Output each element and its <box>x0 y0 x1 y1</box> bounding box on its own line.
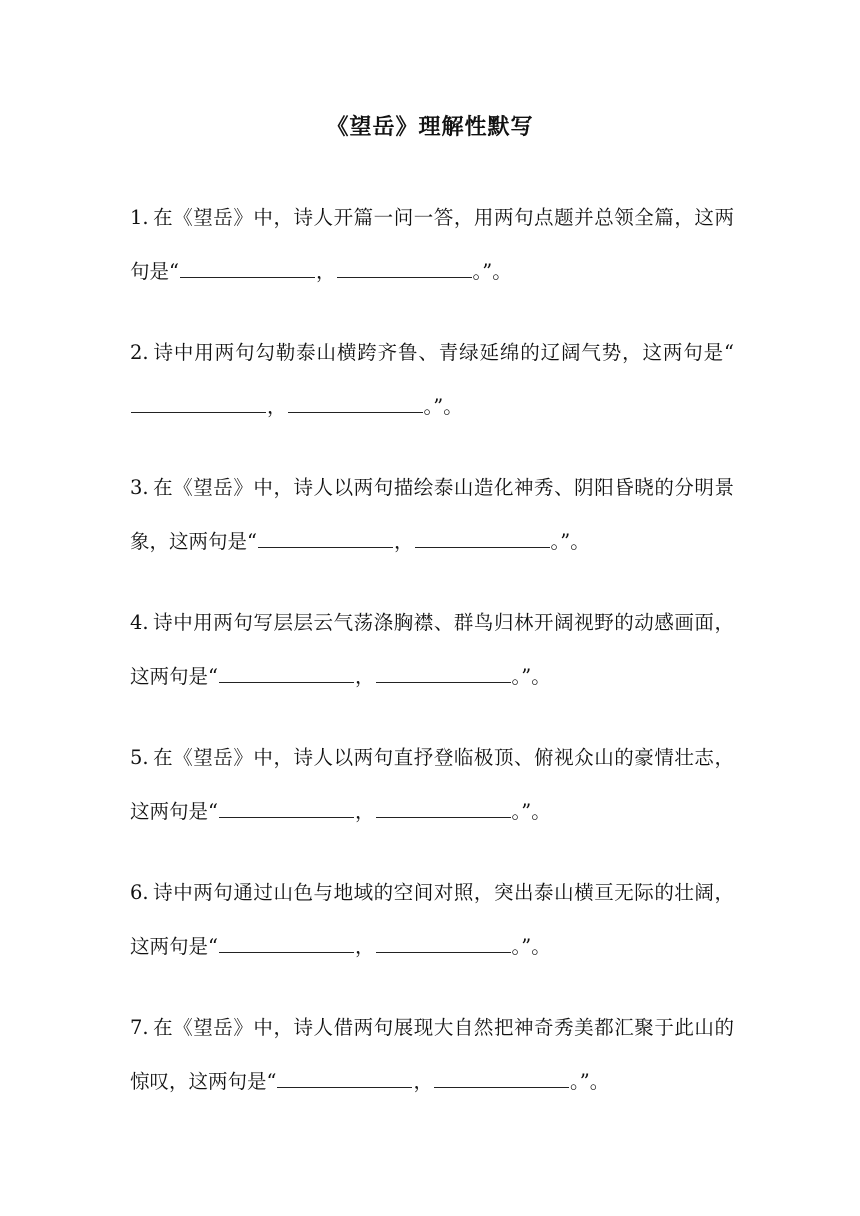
ending: 。”。 <box>511 665 551 688</box>
question-5 <box>130 731 734 839</box>
answer-blank-4a[interactable] <box>219 662 354 683</box>
separator: ， <box>354 800 375 823</box>
ending: 。”。 <box>570 1070 610 1093</box>
answer-blank-7a[interactable] <box>277 1067 412 1088</box>
separator: ， <box>354 935 375 958</box>
answer-blank-6b[interactable] <box>376 932 511 953</box>
question-prompt: 在《望岳》中，诗人以两句描绘泰山造化神秀、阴阳昏晓的分明景象，这两句是“ <box>130 476 734 553</box>
question-number: 7. <box>130 1016 149 1039</box>
answer-blank-5b[interactable] <box>376 797 511 818</box>
separator: ， <box>315 260 336 283</box>
separator: ， <box>393 530 414 553</box>
question-prompt: 诗中两句通过山色与地域的空间对照，突出泰山横亘无际的壮阔，这两句是“ <box>130 881 734 958</box>
question-1 <box>130 191 734 299</box>
question-prompt: 诗中用两句写层层云气荡涤胸襟、群鸟归林开阔视野的动感画面，这两句是“ <box>130 611 734 688</box>
question-number: 1. <box>130 206 149 229</box>
answer-blank-5a[interactable] <box>219 797 354 818</box>
question-prompt: 诗中用两句勾勒泰山横跨齐鲁、青绿延绵的辽阔气势，这两句是“ <box>152 341 734 364</box>
answer-blank-7b[interactable] <box>434 1067 569 1088</box>
question-number: 3. <box>130 476 149 499</box>
question-number: 2. <box>130 341 149 364</box>
question-number: 4. <box>130 611 149 634</box>
answer-blank-6a[interactable] <box>219 932 354 953</box>
ending: 。”。 <box>511 935 551 958</box>
question-4 <box>130 596 734 704</box>
answer-blank-2b[interactable] <box>288 392 423 413</box>
answer-blank-3a[interactable] <box>258 527 393 548</box>
question-7 <box>130 1001 734 1109</box>
ending: 。”。 <box>472 260 512 283</box>
answer-blank-2a[interactable] <box>131 392 266 413</box>
answer-blank-3b[interactable] <box>415 527 550 548</box>
question-prompt: 在《望岳》中，诗人开篇一问一答，用两句点题并总领全篇，这两句是“ <box>130 206 734 283</box>
ending: 。”。 <box>511 800 551 823</box>
separator: ， <box>413 1070 433 1093</box>
question-prompt: 在《望岳》中，诗人以两句直抒登临极顶、俯视众山的豪情壮志，这两句是“ <box>130 746 734 823</box>
question-3 <box>130 461 734 569</box>
separator: ， <box>354 665 375 688</box>
answer-blank-4b[interactable] <box>376 662 511 683</box>
question-prompt: 在《望岳》中，诗人借两句展现大自然把神奇秀美都汇聚于此山的惊叹，这两句是“ <box>130 1016 734 1093</box>
answer-blank-1b[interactable] <box>337 257 472 278</box>
question-6 <box>130 866 734 974</box>
question-number: 6. <box>130 881 149 904</box>
page-title: 《望岳》理解性默写 <box>326 115 534 140</box>
answer-blank-1a[interactable] <box>180 257 315 278</box>
question-2 <box>130 326 734 434</box>
ending: 。”。 <box>423 395 463 418</box>
separator: ， <box>267 395 287 418</box>
ending: 。”。 <box>550 530 590 553</box>
question-number: 5. <box>130 746 149 769</box>
